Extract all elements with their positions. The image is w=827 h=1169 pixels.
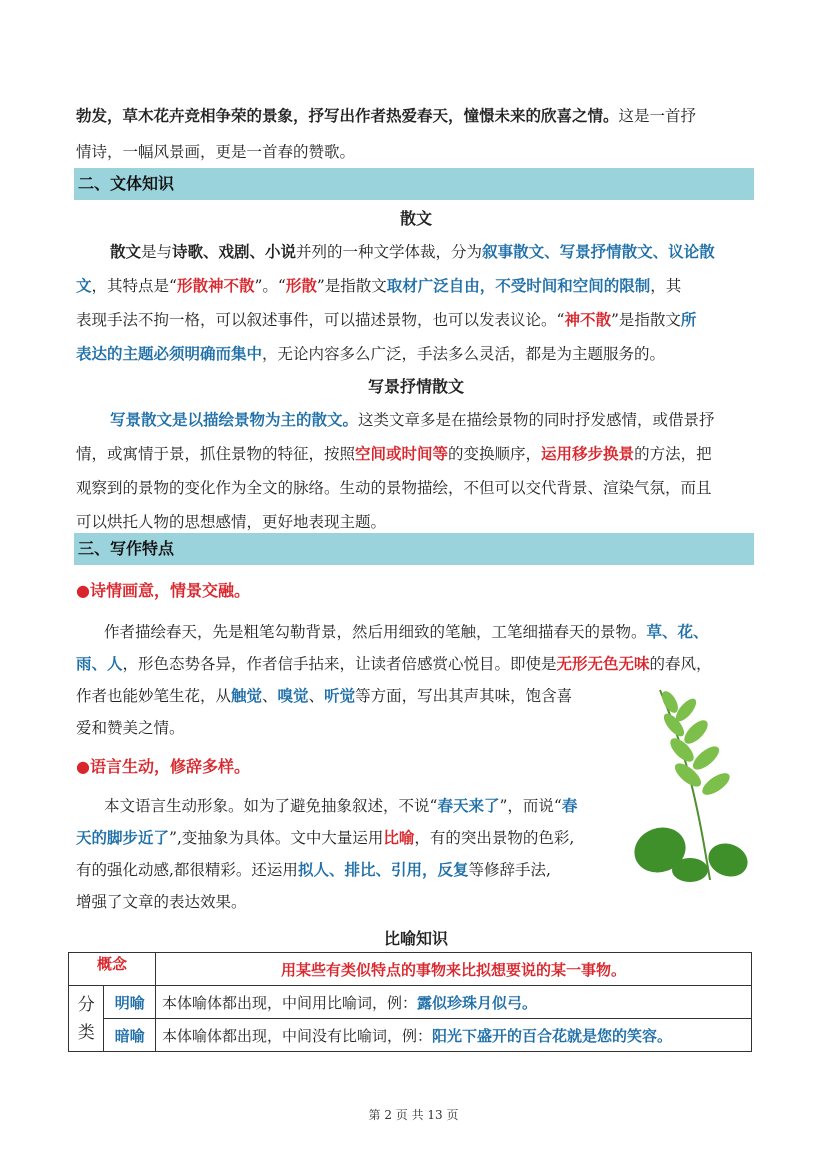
term: 草、花、 — [646, 622, 709, 641]
text: 是与 — [141, 243, 173, 261]
intro-line-2: 情诗，一幅风景画，更是一首春的赞歌。 — [76, 143, 356, 161]
text: 的方法，把 — [634, 445, 712, 463]
prose-para-line-1 — [110, 240, 760, 262]
prose-para-line-2 — [76, 274, 756, 296]
example: 阳光下盛开的百合花就是您的笑容。 — [432, 1026, 673, 1045]
concept-label: 概念 — [69, 953, 156, 986]
text: 、 — [262, 687, 278, 705]
text: ，无论内容多么广泛，手法多么灵活，都是为主题服务的。 — [262, 345, 666, 363]
term: 天的脚步近了 — [76, 828, 170, 847]
feature2-line-2 — [76, 826, 621, 848]
table-row — [69, 986, 752, 1019]
text: ”是指散文 — [316, 277, 387, 295]
text: ，其特点是“ — [91, 277, 177, 295]
prose-para-line-4 — [76, 342, 756, 364]
metaphor-table — [68, 952, 752, 1052]
feature-point-2: ●语言生动，修辞多样。 — [76, 757, 250, 776]
text: 有的强化动感,都很精彩。还运用 — [76, 861, 298, 879]
term-genres: 诗歌、戏剧、小说 — [172, 242, 297, 261]
term-material: 取材广泛自由，不受时间和空间的限制 — [386, 276, 651, 295]
scenic-para-line-4: 可以烘托人物的思想感情，更好地表现主题。 — [76, 513, 387, 531]
term: 触觉 — [231, 686, 263, 705]
text: ，形色态势各异，作者信手拈来，让读者倍感赏心悦目。即使是 — [122, 655, 557, 673]
section-header-genre: 二、文体知识 — [74, 168, 754, 200]
scenic-para-line-3: 观察到的景物的变化作为全文的脉络。生动的景物描绘，不但可以交代背景、渲染气氛，而且 — [76, 479, 712, 497]
intro-bold: 勃发，草木花卉竞相争荣的景象，抒写出作者热爱春天，憧憬未来的欣喜之情。 — [76, 106, 619, 125]
section-header-features: 三、写作特点 — [74, 533, 754, 565]
text: 情，或寓情于景，抓住景物的特征，按照 — [76, 445, 356, 463]
term-method: 运用移步换景 — [541, 444, 635, 463]
text: ”，而说“ — [499, 797, 562, 815]
feature1-line-4: 爱和赞美之情。 — [76, 719, 185, 737]
prose-para-line-3 — [76, 308, 756, 330]
feature2-line-1 — [104, 794, 624, 816]
type-desc — [156, 986, 752, 1019]
example: 露似珍珠月似弓。 — [417, 993, 538, 1012]
term: 文 — [76, 276, 92, 295]
text: 、 — [308, 687, 325, 705]
feature2-line-3 — [76, 858, 616, 880]
feature1-line-1 — [104, 620, 760, 642]
term: 雨、人 — [76, 654, 123, 673]
term: 嗅觉 — [277, 686, 309, 705]
text: 并列的一种文学体裁，分为 — [296, 243, 483, 261]
term: 无形无色无味 — [556, 654, 650, 673]
text: 等方面，写出其声其味，饱含喜 — [355, 687, 573, 705]
feature-point-1: ●诗情画意，情景交融。 — [76, 581, 250, 600]
term: 拟人、排比、引用，反复 — [297, 860, 469, 879]
feature1-line-2 — [76, 652, 756, 674]
feature2-line-4: 增强了文章的表达效果。 — [76, 893, 247, 911]
feature1-line-3 — [76, 684, 616, 706]
desc: 本体喻体都出现，中间没有比喻词，例： — [162, 1026, 433, 1045]
text: 作者描绘春天，先是粗笔勾勒背景，然后用细致的笔触，工笔细描春天的景物。 — [104, 623, 647, 641]
term: 听觉 — [324, 686, 356, 705]
subsection-title-prose: 散文 — [399, 209, 432, 228]
term-prose: 散文 — [110, 242, 142, 261]
text: ”。“ — [254, 277, 286, 295]
type-desc — [156, 1019, 752, 1052]
text: ，有的突出景物的色彩, — [414, 829, 575, 847]
table-row-concept — [69, 953, 752, 986]
scenic-para-line-2 — [76, 442, 756, 464]
term: 比喻 — [383, 828, 415, 847]
term-feature: 形散神不散 — [176, 276, 255, 295]
text: 表现手法不拘一格，可以叙述事件，可以描述景物，也可以发表议论。“ — [76, 311, 565, 329]
leaf-illustration-icon — [630, 680, 750, 890]
term-spirit: 神不散 — [564, 310, 611, 329]
type-label: 暗喻 — [104, 1019, 156, 1052]
text: ”是指散文 — [610, 311, 681, 329]
intro-rest: 这是一首抒 — [618, 107, 697, 125]
text: 的变换顺序， — [448, 445, 542, 463]
term: 春 — [561, 796, 578, 815]
term-scenic: 写景散文是以描绘景物为主的散文。 — [110, 410, 359, 429]
table-title: 比喻知识 — [383, 929, 448, 948]
table-row — [69, 1019, 752, 1052]
term: 春天来了 — [437, 796, 500, 815]
term-theme: 表达的主题必须明确而集中 — [76, 344, 263, 363]
text: 这类文章多是在描绘景物的同时抒发感情，或借景抒 — [358, 411, 715, 429]
text: ”,变抽象为具体。文中大量运用 — [169, 829, 384, 847]
text: 作者也能妙笔生花，从 — [76, 687, 232, 705]
category-label: 分类 — [69, 986, 104, 1052]
term-order: 空间或时间等 — [355, 444, 449, 463]
desc: 本体喻体都出现，中间用比喻词，例： — [162, 993, 418, 1012]
text: 本文语言生动形象。如为了避免抽象叙述，不说“ — [104, 797, 438, 815]
intro-line-1 — [76, 104, 756, 126]
scenic-para-line-1 — [110, 408, 760, 430]
term-form: 形散 — [285, 276, 317, 295]
text: ，其 — [650, 277, 682, 295]
type-label: 明喻 — [104, 986, 156, 1019]
text: 的春风， — [649, 655, 712, 673]
concept-text: 用某些有类似特点的事物来比拟想要说的某一事物。 — [156, 953, 752, 986]
subsection-title-scenic: 写景抒情散文 — [367, 377, 464, 396]
page-footer: 第 2 页 共 13 页 — [368, 1108, 459, 1122]
term: 所 — [680, 310, 697, 329]
term-prose-types: 叙事散文、写景抒情散文、议论散 — [482, 242, 715, 261]
text: 等修辞手法, — [468, 861, 551, 879]
